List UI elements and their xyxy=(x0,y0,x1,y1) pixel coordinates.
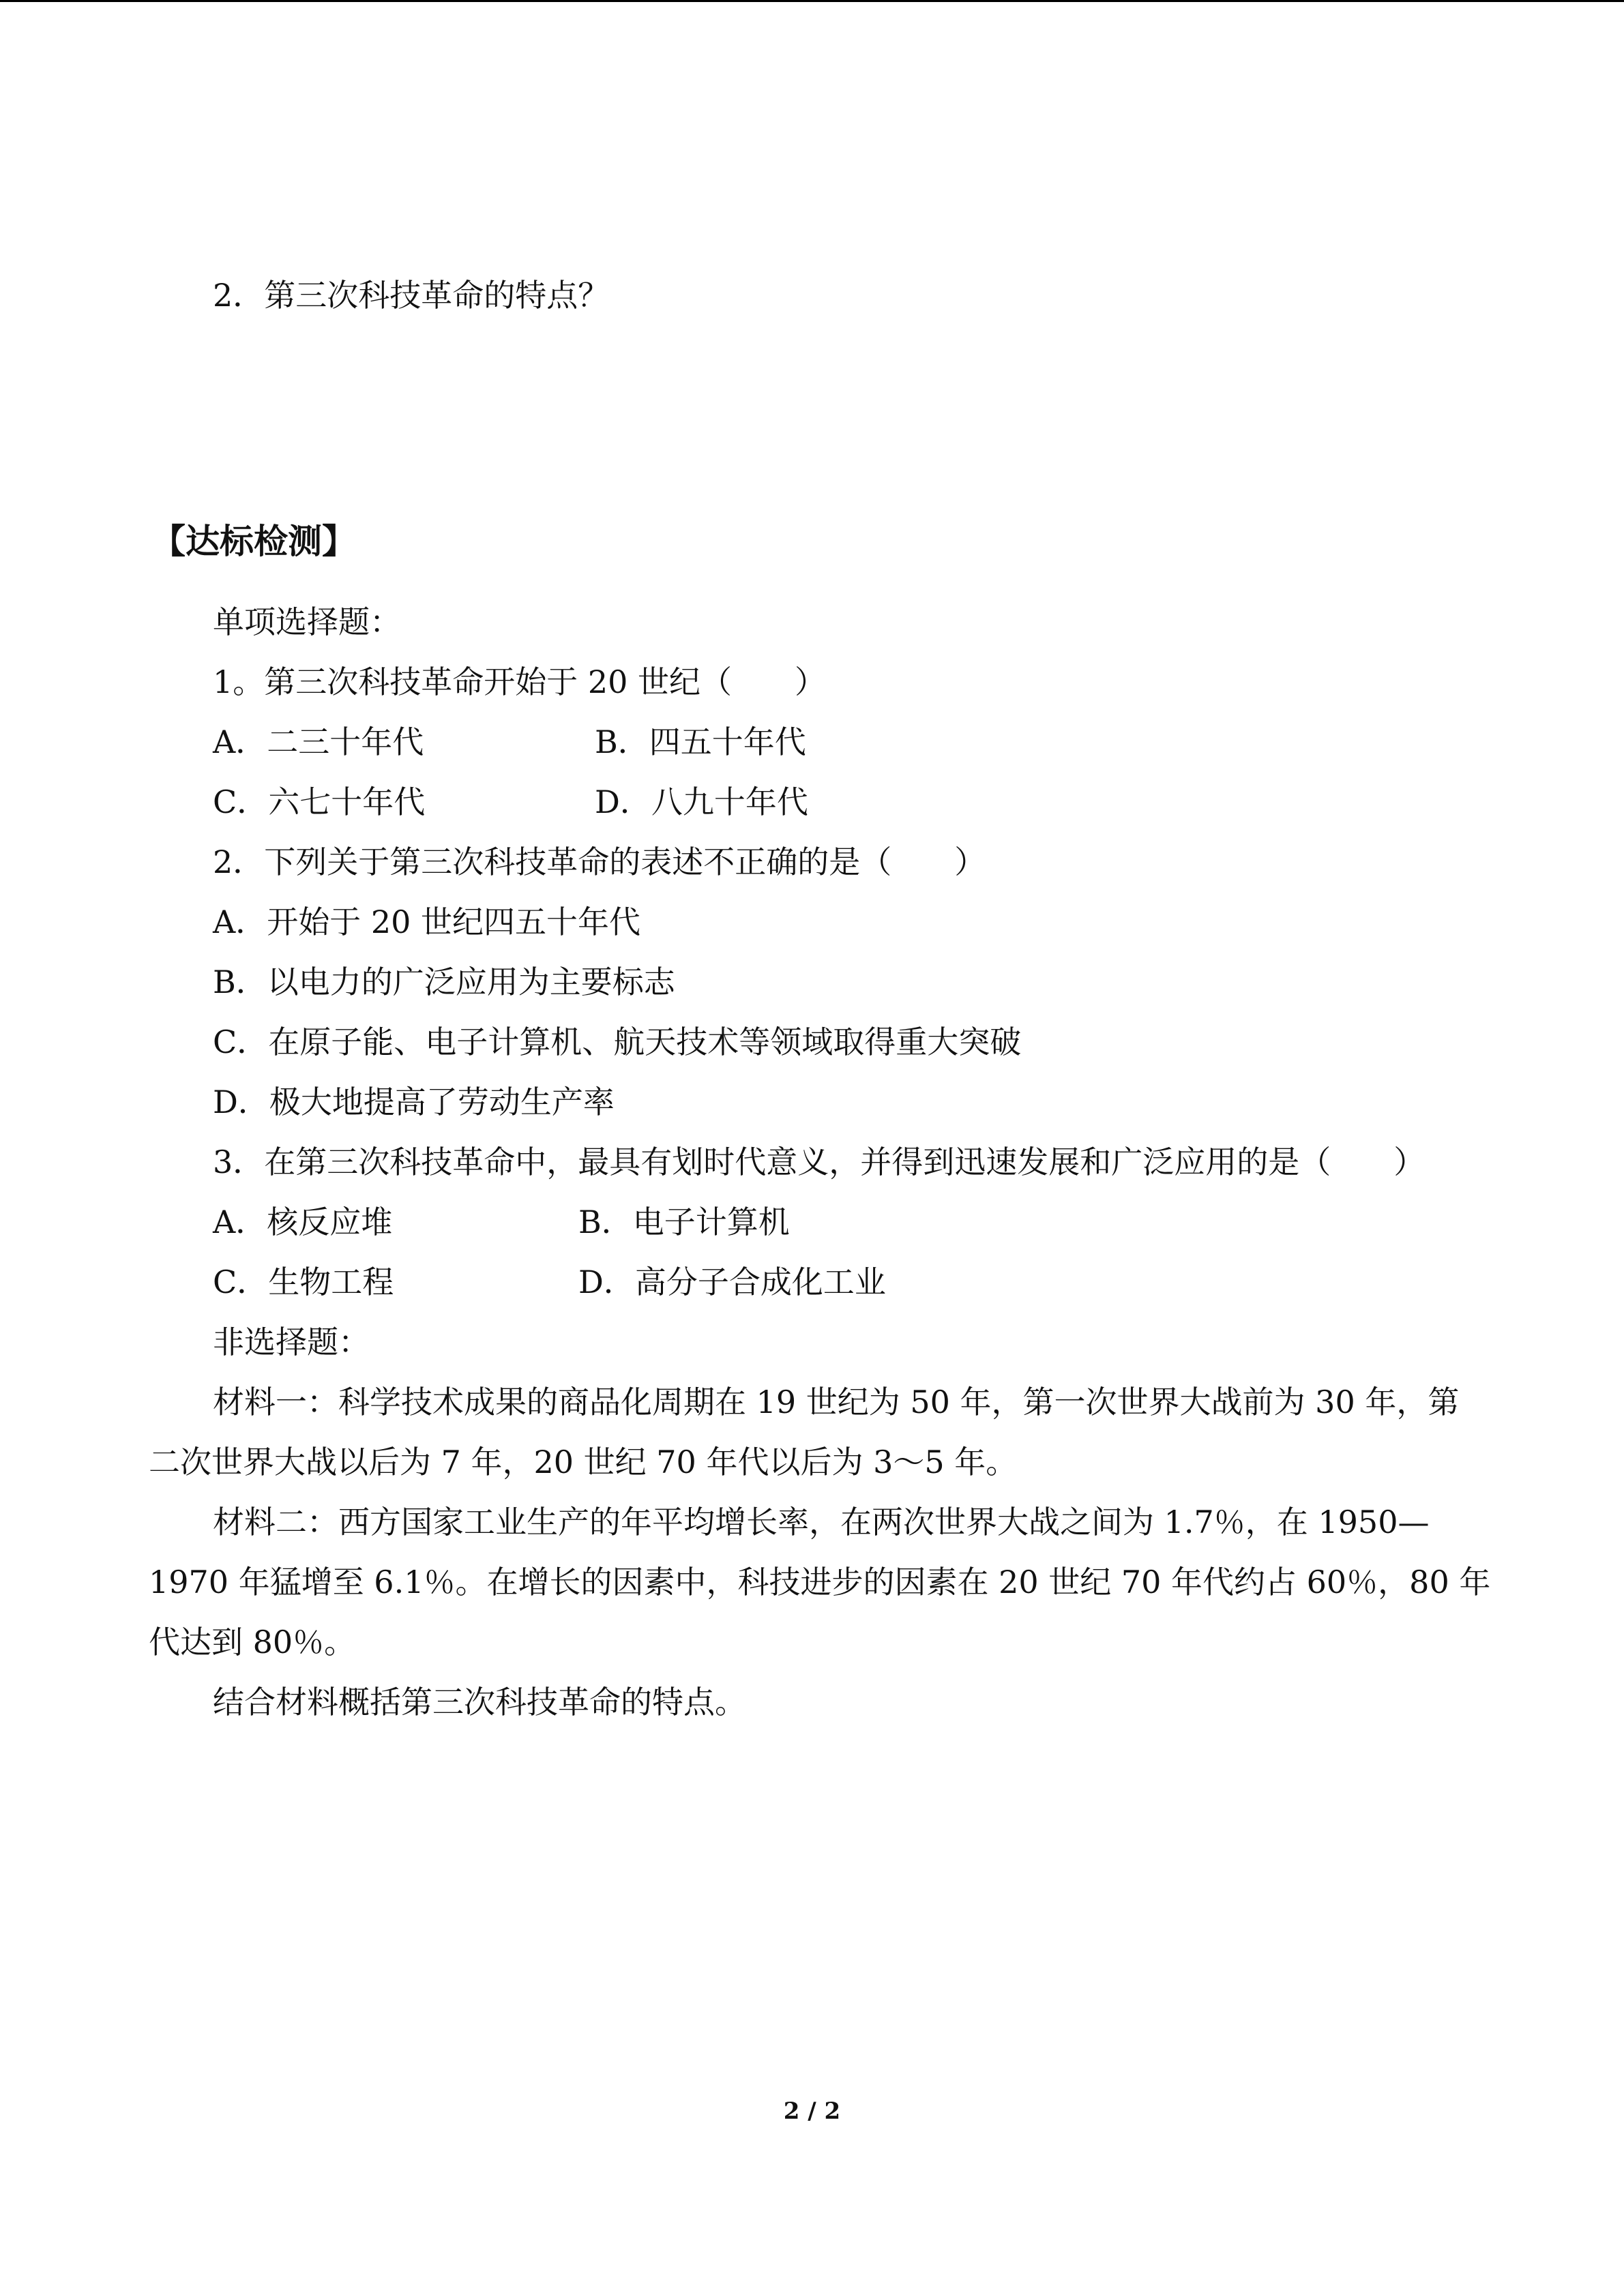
question-2-option-c: C．在原子能、电子计算机、航天技术等领域取得重大突破 xyxy=(213,1024,1022,1060)
header-question: 2．第三次科技革命的特点？ xyxy=(213,277,610,314)
question-1-stem: 1。第三次科技革命开始于 20 世纪（ ） xyxy=(213,664,827,700)
question-3-option-d: D．高分子合成化工业 xyxy=(578,1264,886,1300)
non-mc-intro: 非选择题： xyxy=(213,1324,370,1360)
question-2-option-b: B．以电力的广泛应用为主要标志 xyxy=(213,964,675,1000)
material-1-line-2: 二次世界大战以后为 7 年，20 世纪 70 年代以后为 3～5 年。 xyxy=(149,1444,1018,1480)
question-1-option-b: B．四五十年代 xyxy=(595,724,806,760)
material-2-line-1: 材料二：西方国家工业生产的年平均增长率，在两次世界大战之间为 1.7％，在 1950— xyxy=(213,1504,1430,1540)
material-1-line-1: 材料一：科学技术成果的商品化周期在 19 世纪为 50 年，第一次世界大战前为 30 年，第 xyxy=(213,1384,1460,1420)
question-1-option-d: D．八九十年代 xyxy=(595,784,808,820)
section-title: 【达标检测】 xyxy=(151,522,356,561)
question-3-stem: 3．在第三次科技革命中，最具有划时代意义，并得到迅速发展和广泛应用的是（ ） xyxy=(213,1144,1426,1180)
question-2-option-a: A．开始于 20 世纪四五十年代 xyxy=(213,904,640,940)
mc-intro: 单项选择题： xyxy=(213,603,401,640)
question-1-option-c: C．六七十年代 xyxy=(213,784,426,820)
question-3-option-a: A．核反应堆 xyxy=(213,1204,393,1240)
question-2-stem: 2．下列关于第三次科技革命的表述不正确的是（ ） xyxy=(213,844,986,880)
question-3-option-b: B．电子计算机 xyxy=(578,1204,790,1240)
material-2-line-2: 1970 年猛增至 6.1％。在增长的因素中，科技进步的因素在 20 世纪 70 年代约占 60％，80 年 xyxy=(149,1564,1491,1600)
top-border-rule xyxy=(0,0,1624,2)
material-2-line-3: 代达到 80％。 xyxy=(149,1624,356,1660)
question-1-option-a: A．二三十年代 xyxy=(213,724,424,760)
question-2-option-d: D．极大地提高了劳动生产率 xyxy=(213,1084,615,1120)
page-number: 2 / 2 xyxy=(783,2098,841,2125)
question-3-option-c: C．生物工程 xyxy=(213,1264,394,1300)
task-prompt: 结合材料概括第三次科技革命的特点。 xyxy=(213,1684,746,1720)
